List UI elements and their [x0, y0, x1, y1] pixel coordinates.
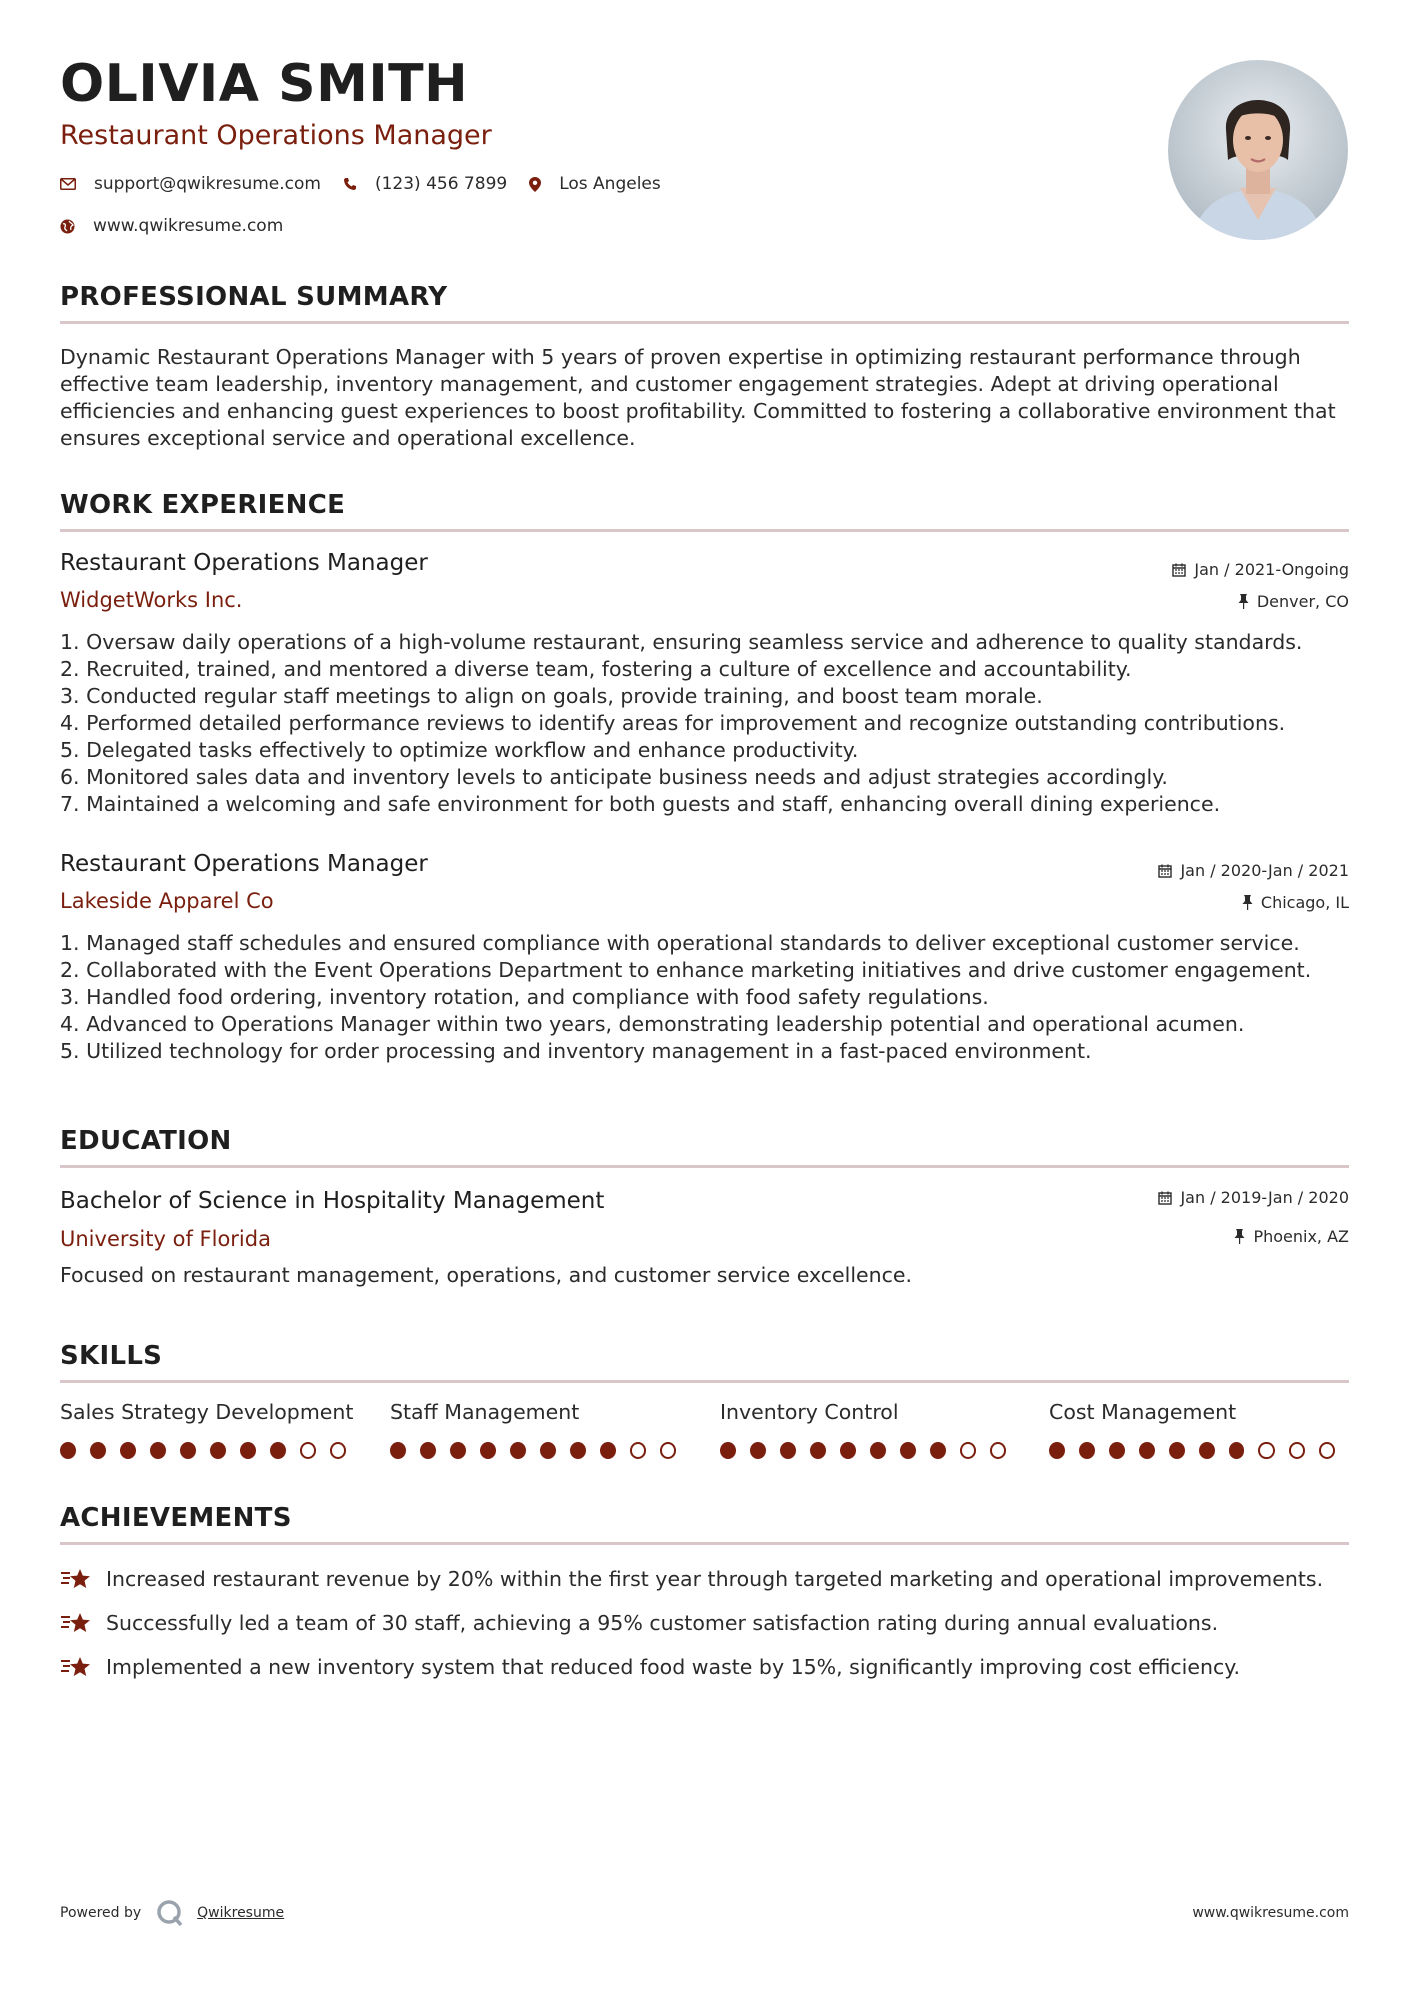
list-item: 6. Monitored sales data and inventory levels to anticipate business needs and adjust strategies accordingly.	[60, 765, 1168, 789]
rating-dot-filled	[870, 1442, 886, 1459]
skills-grid	[60, 1400, 1349, 1470]
section-title-experience: WORK EXPERIENCE	[60, 490, 346, 520]
phone-text: (123) 456 7899	[374, 174, 508, 194]
rating-dot-filled	[1139, 1442, 1155, 1459]
education-description: Focused on restaurant management, operations, and customer service excellence.	[60, 1263, 913, 1287]
rating-dot-filled	[810, 1442, 826, 1459]
summary-text: Dynamic Restaurant Operations Manager with 5 years of proven expertise in optimizing restaurant performance through effective team leadership, inventory management, and customer engagement strategies. Adept at driving operational efficiencies and enhancing guest experiences to boost profitability. Committed to fostering a collaborative environment that ensures exceptional service and operational excellence.	[60, 345, 1336, 450]
contact-phone[interactable]	[343, 174, 507, 194]
education-dates: Jan / 2019-Jan / 2020	[1158, 1188, 1349, 1207]
qwikresume-link[interactable]: Qwikresume	[197, 1905, 285, 1921]
rating-dot-filled	[450, 1442, 466, 1459]
rating-dot-empty	[630, 1442, 646, 1459]
job-title: Restaurant Operations Manager	[60, 851, 428, 877]
rating-dot-filled	[270, 1442, 286, 1459]
shooting-star-icon	[60, 1567, 92, 1591]
list-item: 7. Maintained a welcoming and safe environment for both guests and staff, enhancing overall dining experience.	[60, 792, 1221, 816]
rating-dot-empty	[330, 1442, 346, 1459]
rating-dot-empty	[960, 1442, 976, 1459]
list-item: 3. Handled food ordering, inventory rotation, and compliance with food safety regulations.	[60, 985, 989, 1009]
website-row	[60, 216, 305, 236]
qwikresume-logo-icon	[155, 1898, 185, 1928]
list-item: 1. Oversaw daily operations of a high-volume restaurant, ensuring seamless service and adherence to quality standards.	[60, 630, 1303, 654]
contact-location	[529, 174, 661, 194]
rating-dot-empty	[660, 1442, 676, 1459]
calendar-icon	[1158, 864, 1172, 878]
envelope-icon	[60, 178, 76, 190]
achievement-item: Successfully led a team of 30 staff, achieving a 95% customer satisfaction rating during annual evaluations.	[60, 1611, 1218, 1635]
section-title-education: EDUCATION	[60, 1126, 232, 1156]
skill-item	[390, 1400, 690, 1459]
profile-photo	[1168, 60, 1348, 240]
divider	[60, 1165, 1349, 1168]
achievement-item: Increased restaurant revenue by 20% within the first year through targeted marketing and operational improvements.	[60, 1567, 1323, 1591]
list-item: 2. Recruited, trained, and mentored a diverse team, fostering a culture of excellence and accountability.	[60, 657, 1132, 681]
skill-rating	[1049, 1442, 1349, 1459]
list-item: 5. Utilized technology for order processing and inventory management in a fast-paced environment.	[60, 1039, 1092, 1063]
avatar	[1168, 60, 1348, 240]
list-item: 4. Performed detailed performance reviews to identify areas for improvement and recognize outstanding contributions.	[60, 711, 1286, 735]
rating-dot-filled	[900, 1442, 916, 1459]
rating-dot-filled	[1109, 1442, 1125, 1459]
globe-icon	[60, 219, 75, 234]
skill-rating	[60, 1442, 360, 1459]
section-title-summary: PROFESSIONAL SUMMARY	[60, 282, 448, 312]
shooting-star-icon	[60, 1655, 92, 1679]
shooting-star-icon	[60, 1611, 92, 1635]
degree-title: Bachelor of Science in Hospitality Management	[60, 1188, 605, 1214]
rating-dot-filled	[570, 1442, 586, 1459]
rating-dot-filled	[150, 1442, 166, 1459]
job-title: Restaurant Operations Manager	[60, 550, 428, 576]
divider	[60, 529, 1349, 532]
email-text: support@qwikresume.com	[94, 174, 321, 194]
skill-item	[1049, 1400, 1349, 1459]
job-bullets	[60, 930, 1349, 1065]
company-name: Lakeside Apparel Co	[60, 889, 274, 913]
section-title-achievements: ACHIEVEMENTS	[60, 1503, 292, 1533]
company-name: WidgetWorks Inc.	[60, 588, 243, 612]
rating-dot-filled	[390, 1442, 406, 1459]
rating-dot-filled	[60, 1442, 76, 1459]
rating-dot-empty	[990, 1442, 1006, 1459]
rating-dot-filled	[780, 1442, 796, 1459]
list-item: 4. Advanced to Operations Manager within two years, demonstrating leadership potential and operational acumen.	[60, 1012, 1245, 1036]
location-text: Los Angeles	[559, 174, 661, 194]
rating-dot-empty	[1258, 1442, 1274, 1459]
divider	[60, 1380, 1349, 1383]
rating-dot-filled	[240, 1442, 256, 1459]
job-dates: Jan / 2020-Jan / 2021	[1158, 861, 1349, 880]
skill-rating	[720, 1442, 1020, 1459]
skill-item	[60, 1400, 360, 1459]
rating-dot-filled	[480, 1442, 496, 1459]
rating-dot-filled	[1169, 1442, 1185, 1459]
list-item: 5. Delegated tasks effectively to optimize workflow and enhance productivity.	[60, 738, 859, 762]
rating-dot-empty	[300, 1442, 316, 1459]
skill-label: Inventory Control	[720, 1400, 899, 1424]
rating-dot-filled	[180, 1442, 196, 1459]
rating-dot-filled	[1049, 1442, 1065, 1459]
pushpin-icon	[1238, 594, 1249, 609]
rating-dot-filled	[930, 1442, 946, 1459]
rating-dot-filled	[600, 1442, 616, 1459]
rating-dot-filled	[510, 1442, 526, 1459]
job-dates: Jan / 2021-Ongoing	[1172, 560, 1349, 579]
contact-email[interactable]	[60, 174, 321, 194]
rating-dot-filled	[420, 1442, 436, 1459]
footer-website[interactable]: www.qwikresume.com	[1192, 1905, 1349, 1921]
pushpin-icon	[1242, 895, 1253, 910]
rating-dot-empty	[1319, 1442, 1335, 1459]
rating-dot-filled	[750, 1442, 766, 1459]
section-title-skills: SKILLS	[60, 1341, 163, 1371]
map-marker-icon	[529, 177, 541, 192]
phone-icon	[343, 177, 357, 191]
job-location: Chicago, IL	[1242, 893, 1349, 912]
achievement-item: Implemented a new inventory system that reduced food waste by 15%, significantly improving cost efficiency.	[60, 1655, 1240, 1679]
list-item: 1. Managed staff schedules and ensured compliance with operational standards to deliver exceptional customer service.	[60, 931, 1300, 955]
candidate-name: OLIVIA SMITH	[60, 54, 469, 114]
candidate-role: Restaurant Operations Manager	[60, 120, 492, 151]
rating-dot-filled	[1199, 1442, 1215, 1459]
rating-dot-filled	[1079, 1442, 1095, 1459]
rating-dot-filled	[840, 1442, 856, 1459]
rating-dot-filled	[120, 1442, 136, 1459]
list-item: 2. Collaborated with the Event Operations Department to enhance marketing initiatives and drive customer engagement.	[60, 958, 1312, 982]
footer-powered-by: Powered by Qwikresume	[60, 1898, 284, 1928]
rating-dot-empty	[1289, 1442, 1305, 1459]
skill-rating	[390, 1442, 690, 1459]
contact-website[interactable]	[60, 216, 283, 236]
job-bullets	[60, 629, 1349, 818]
contact-row	[60, 174, 683, 194]
pushpin-icon	[1234, 1229, 1245, 1244]
education-location: Phoenix, AZ	[1234, 1227, 1349, 1246]
school-name: University of Florida	[60, 1227, 271, 1251]
calendar-icon	[1172, 563, 1186, 577]
rating-dot-filled	[1229, 1442, 1245, 1459]
calendar-icon	[1158, 1191, 1172, 1205]
list-item: 3. Conducted regular staff meetings to align on goals, provide training, and boost team morale.	[60, 684, 1043, 708]
website-text: www.qwikresume.com	[93, 216, 284, 236]
divider	[60, 1542, 1349, 1545]
skill-item	[720, 1400, 1020, 1459]
job-location: Denver, CO	[1238, 592, 1349, 611]
rating-dot-filled	[90, 1442, 106, 1459]
rating-dot-filled	[720, 1442, 736, 1459]
skill-label: Cost Management	[1049, 1400, 1237, 1424]
divider	[60, 321, 1349, 324]
skill-label: Sales Strategy Development	[60, 1400, 354, 1424]
rating-dot-filled	[540, 1442, 556, 1459]
skill-label: Staff Management	[390, 1400, 580, 1424]
rating-dot-filled	[210, 1442, 226, 1459]
